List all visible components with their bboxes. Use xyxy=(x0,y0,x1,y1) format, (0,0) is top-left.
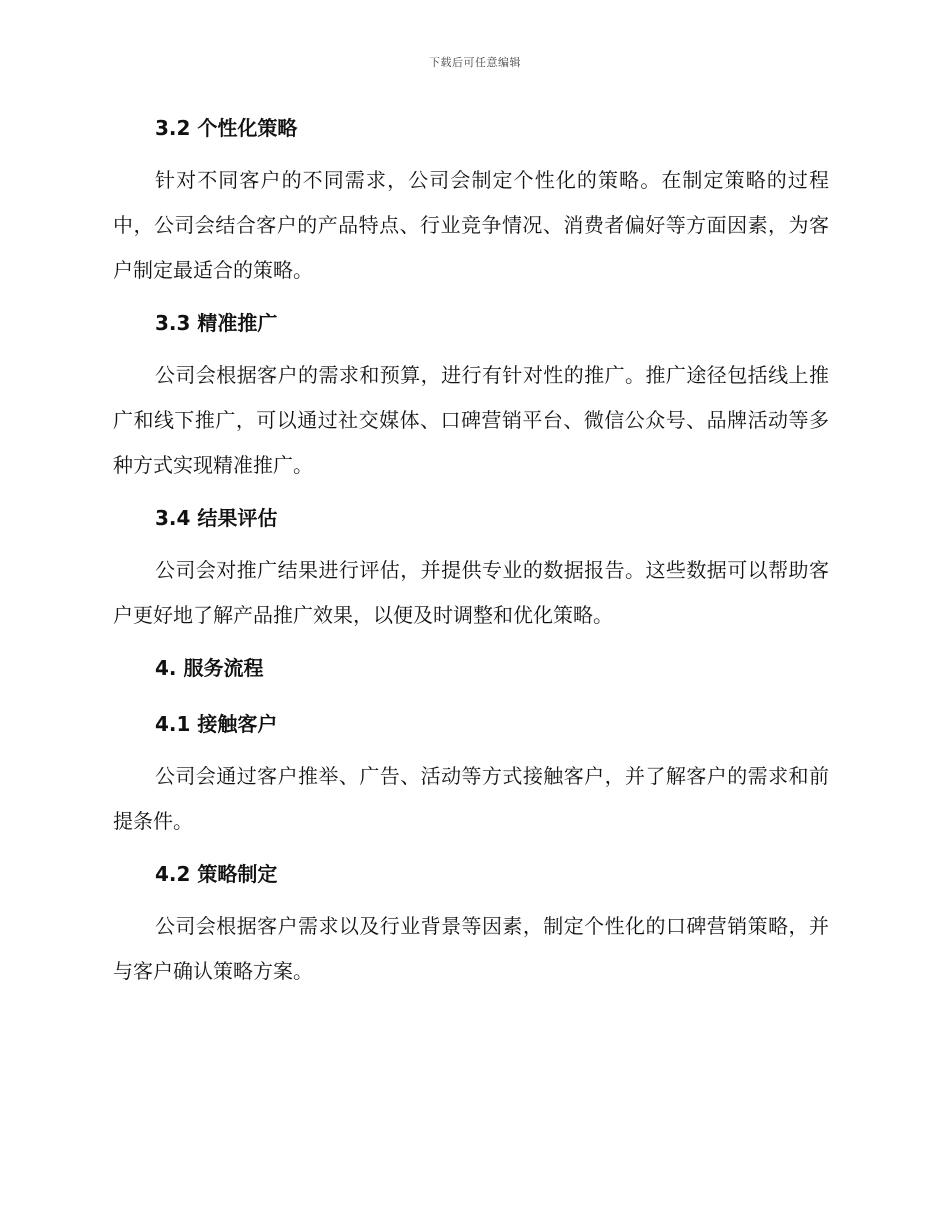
section-body-4-1: 公司会通过客户推举、广告、活动等方式接触客户，并了解客户的需求和前提条件。 xyxy=(113,764,829,833)
section-heading-3-4: 3.4 结果评估 xyxy=(155,506,278,530)
section-body-3-4: 公司会对推广结果进行评估，并提供专业的数据报告。这些数据可以帮助客户更好地了解产品推广效果，以便及时调整和优化策略。 xyxy=(113,558,829,627)
section-body-4-2: 公司会根据客户需求以及行业背景等因素，制定个性化的口碑营销策略，并与客户确认策略方案。 xyxy=(113,914,829,983)
section-heading-3-2: 3.2 个性化策略 xyxy=(155,116,298,140)
section-body-3-2: 针对不同客户的不同需求，公司会制定个性化的策略。在制定策略的过程中，公司会结合客户的产品特点、行业竞争情况、消费者偏好等方面因素，为客户制定最适合的策略。 xyxy=(113,168,829,282)
section-heading-4-2: 4.2 策略制定 xyxy=(155,862,278,886)
section-heading-4: 4. 服务流程 xyxy=(155,656,264,680)
section-body-3-3: 公司会根据客户的需求和预算，进行有针对性的推广。推广途径包括线上推广和线下推广，可以通过社交媒体、口碑营销平台、微信公众号、品牌活动等多种方式实现精准推广。 xyxy=(113,363,829,477)
document-content xyxy=(113,112,829,994)
section-heading-4-1: 4.1 接触客户 xyxy=(155,712,278,736)
header-note: 下载后可任意编辑 xyxy=(429,56,521,69)
section-heading-3-3: 3.3 精准推广 xyxy=(155,311,278,335)
